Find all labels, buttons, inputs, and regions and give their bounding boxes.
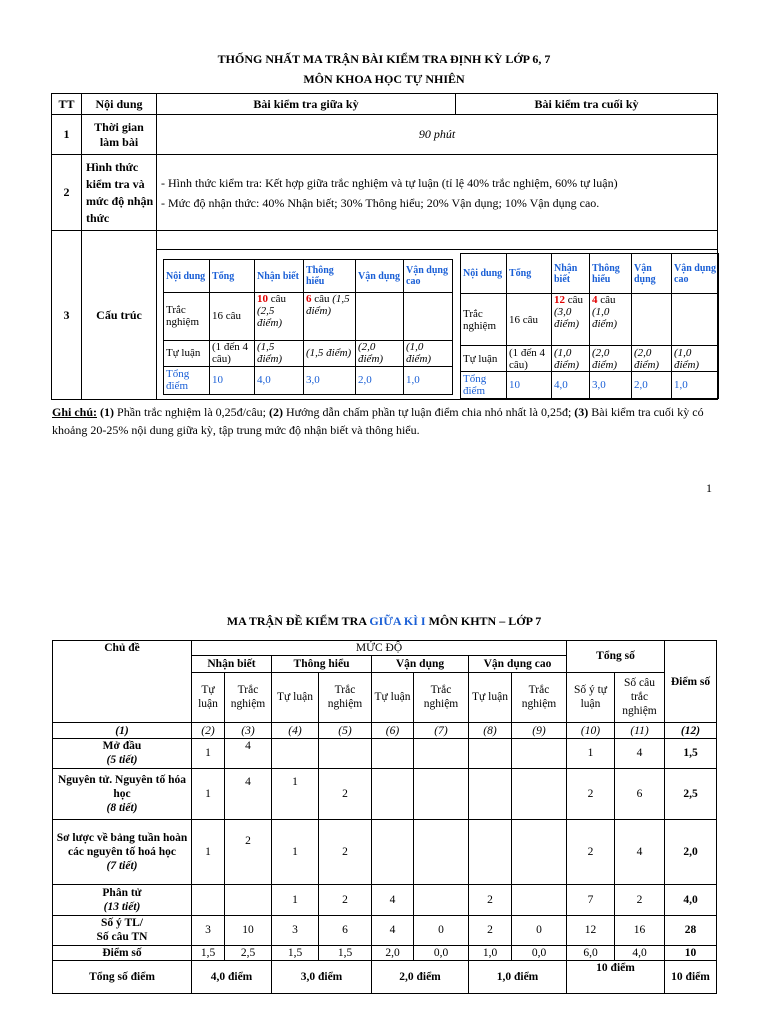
sum-apply-high: 1,0 <box>404 366 453 394</box>
count-label-line2: Số câu TN <box>96 931 148 944</box>
header-apply-high: Vận dụng cao <box>469 656 567 672</box>
note-marker: (1) <box>100 405 115 419</box>
header-topic: Chủ đề <box>53 641 192 723</box>
cell: 4 <box>225 738 272 769</box>
cell: 4 <box>225 769 272 820</box>
note <box>52 403 722 439</box>
header-recognize: Nhận biết <box>192 656 272 672</box>
subheader-total-mcq: Số câu trắc nghiệm <box>615 672 665 723</box>
tl-apply: (2,0 điểm) <box>632 346 672 372</box>
cell: 2,5 <box>225 946 272 961</box>
cell: 2,0 <box>372 946 414 961</box>
format-line: - Hình thức kiểm tra: Kết hợp giữa trắc nghiệm và tự luận (tỉ lệ 40% trắc nghiệm, 60% tự luận) <box>161 175 618 190</box>
topic-cell <box>53 769 192 820</box>
cell: 0,0 <box>414 946 469 961</box>
subheader-mcq: Trắc nghiệm <box>225 672 272 723</box>
page-title-line2: MÔN KHOA HỌC TỰ NHIÊN <box>303 72 465 86</box>
topic-name: Nguyên tử. Nguyên tố hóa học <box>58 774 186 801</box>
title-highlight: GIỮA KÌ I <box>369 614 426 628</box>
matrix-table <box>52 640 717 994</box>
count-label-line1: Số ý TL/ <box>101 917 143 930</box>
subheader-essay: Tự luận <box>469 672 512 723</box>
exam-plan-table <box>51 93 718 400</box>
cell: 10 <box>225 915 272 946</box>
cell: 1,5 <box>319 946 372 961</box>
cell <box>414 738 469 769</box>
midterm-structure-table <box>163 259 453 395</box>
sum-understand: 3,0 <box>590 372 632 399</box>
topic-periods: (5 tiết) <box>106 754 138 767</box>
sum-recognize: 4,0 <box>255 366 304 394</box>
col-number: (8) <box>469 723 512 738</box>
col-understand: Thông hiểu <box>304 260 356 293</box>
total-understand: 3,0 điểm <box>272 961 372 994</box>
cell <box>512 885 567 916</box>
sum-label: Tổng điểm <box>461 372 507 399</box>
points: (3,0 điểm) <box>554 306 580 330</box>
col-recognize: Nhận biết <box>552 254 590 294</box>
count-red: 4 <box>592 294 598 306</box>
subheader-mcq: Trắc nghiệm <box>512 672 567 723</box>
cell: 2 <box>225 820 272 885</box>
sum-apply: 2,0 <box>356 366 404 394</box>
total-score: 10 điểm <box>665 961 717 994</box>
tn-total: 16 câu <box>507 294 552 346</box>
cell <box>469 820 512 885</box>
points: (2,5 điểm) <box>257 305 283 330</box>
title-text: MA TRẬN ĐỀ KIỂM TRA <box>226 614 370 628</box>
topic-name: Phân tử <box>102 886 142 899</box>
cell: 1,5 <box>272 946 319 961</box>
col-content: Nội dung <box>164 260 210 293</box>
subheader-essay: Tự luận <box>272 672 319 723</box>
count-red: 6 <box>306 293 312 306</box>
row-number: 2 <box>52 155 82 231</box>
topic-periods: (7 tiết) <box>106 860 138 873</box>
header-score: Điểm số <box>665 641 717 723</box>
total-apply-high: 1,0 điểm <box>469 961 567 994</box>
tl-label: Tự luận <box>164 340 210 366</box>
tl-apply-high: (1,0 điểm) <box>672 346 719 372</box>
topic-name: Mở đầu <box>102 740 142 753</box>
cell: 1 <box>192 769 225 820</box>
cell: 2 <box>469 885 512 916</box>
col-apply: Vận dụng <box>632 254 672 294</box>
sum-total: 10 <box>210 366 255 394</box>
col-number: (2) <box>192 723 225 738</box>
cell: 4 <box>372 885 414 916</box>
subheader-total-essay: Số ý tự luận <box>567 672 615 723</box>
cell <box>469 738 512 769</box>
cell: 2 <box>567 769 615 820</box>
cell: 7 <box>567 885 615 916</box>
col-number: (3) <box>225 723 272 738</box>
tn-label: Trắc nghiệm <box>461 294 507 346</box>
cell: 6 <box>615 769 665 820</box>
topic-cell <box>53 885 192 916</box>
col-total: Tổng <box>507 254 552 294</box>
format-description <box>157 155 718 231</box>
tn-apply <box>632 294 672 346</box>
cell: 3 <box>192 915 225 946</box>
subheader-mcq: Trắc nghiệm <box>319 672 372 723</box>
cell: 0 <box>512 915 567 946</box>
row-label: Thời gian làm bài <box>82 115 157 155</box>
row-label: Cấu trúc <box>82 231 157 400</box>
note-text: Phần trắc nghiệm là 0,25đ/câu; <box>114 405 269 419</box>
col-apply-high: Vận dụng cao <box>404 260 453 293</box>
tl-label: Tự luận <box>461 346 507 372</box>
tn-understand <box>304 293 356 340</box>
header-content: Nội dung <box>82 94 157 115</box>
cell: 3 <box>272 915 319 946</box>
col-number: (1) <box>53 723 192 738</box>
total-apply: 2,0 điểm <box>372 961 469 994</box>
col-number: (12) <box>665 723 717 738</box>
sum-understand: 3,0 <box>304 366 356 394</box>
cell: 4 <box>615 738 665 769</box>
col-number: (10) <box>567 723 615 738</box>
topic-periods: (8 tiết) <box>106 802 138 815</box>
count-red: 10 <box>257 293 268 306</box>
col-recognize: Nhận biết <box>255 260 304 293</box>
cell: 1,0 <box>469 946 512 961</box>
col-apply-high: Vận dụng cao <box>672 254 719 294</box>
tn-understand <box>590 294 632 346</box>
col-number: (9) <box>512 723 567 738</box>
count-red: 12 <box>554 294 565 306</box>
sum-label: Tổng điểm <box>164 366 210 394</box>
cell: 0 <box>414 915 469 946</box>
row-label: Hình thức kiểm tra và mức độ nhận thức <box>82 155 157 231</box>
topic-cell <box>53 820 192 885</box>
cell <box>512 769 567 820</box>
col-number: (4) <box>272 723 319 738</box>
cell <box>372 738 414 769</box>
header-apply: Vận dụng <box>372 656 469 672</box>
col-number: (5) <box>319 723 372 738</box>
page-number: 1 <box>706 481 712 495</box>
score-cell: 2,0 <box>665 820 717 885</box>
cell <box>272 738 319 769</box>
cell: 6 <box>319 915 372 946</box>
count-unit: câu <box>597 294 616 306</box>
total-recognize: 4,0 điểm <box>192 961 272 994</box>
cell <box>372 769 414 820</box>
tl-recognize: (1,5 điểm) <box>255 340 304 366</box>
final-structure-table <box>460 253 719 399</box>
topic-periods: (13 tiết) <box>103 900 141 913</box>
tl-apply-high: (1,0 điểm) <box>404 340 453 366</box>
tn-label: Trắc nghiệm <box>164 293 210 340</box>
sum-total: 10 <box>507 372 552 399</box>
header-understand: Thông hiểu <box>272 656 372 672</box>
col-number: (11) <box>615 723 665 738</box>
cell: 2 <box>319 820 372 885</box>
tn-apply-high <box>672 294 719 346</box>
subheader-mcq: Trắc nghiệm <box>414 672 469 723</box>
tn-recognize <box>552 294 590 346</box>
cell: 2 <box>567 820 615 885</box>
row-number: 1 <box>52 115 82 155</box>
cell <box>319 738 372 769</box>
cell: 1,5 <box>192 946 225 961</box>
score-cell: 1,5 <box>665 738 717 769</box>
cell: 2 <box>319 885 372 916</box>
points: (1,5 điểm) <box>306 293 350 318</box>
level-line: - Mức độ nhận thức: 40% Nhận biết; 30% Thông hiểu; 20% Vận dụng; 10% Vận dụng cao. <box>161 195 600 210</box>
count-unit: câu <box>311 293 330 306</box>
cell <box>512 738 567 769</box>
header-final: Bài kiểm tra cuối kỳ <box>456 94 718 115</box>
col-total: Tổng <box>210 260 255 293</box>
cell: 1 <box>567 738 615 769</box>
tn-apply-high <box>404 293 453 340</box>
col-content: Nội dung <box>461 254 507 294</box>
cell: 4,0 <box>615 946 665 961</box>
score-cell: 2,5 <box>665 769 717 820</box>
sum-recognize: 4,0 <box>552 372 590 399</box>
count-label <box>53 915 192 946</box>
cell: 1 <box>192 738 225 769</box>
cell: 4 <box>615 820 665 885</box>
matrix-title <box>0 614 768 629</box>
col-apply: Vận dụng <box>356 260 404 293</box>
score-cell: 28 <box>665 915 717 946</box>
sum-apply-high: 1,0 <box>672 372 719 399</box>
tl-total: (1 đến 4 câu) <box>210 340 255 366</box>
note-text: Hướng dẫn chấm phần tự luận điểm chia nhỏ nhất là 0,25đ; <box>282 405 575 419</box>
subheader-essay: Tự luận <box>372 672 414 723</box>
note-marker: (2) <box>268 405 283 419</box>
score-cell: 4,0 <box>665 885 717 916</box>
cell: 1 <box>272 820 319 885</box>
cell: 1 <box>192 820 225 885</box>
cell: 2 <box>615 885 665 916</box>
header-level: MỨC ĐỘ <box>192 641 567 656</box>
structure-cell <box>157 231 718 400</box>
col-number: (7) <box>414 723 469 738</box>
score-row-label: Điểm số <box>53 946 192 961</box>
cell: 0,0 <box>512 946 567 961</box>
tn-total: 16 câu <box>210 293 255 340</box>
tn-recognize <box>255 293 304 340</box>
time-value: 90 phút <box>157 115 718 155</box>
sum-apply: 2,0 <box>632 372 672 399</box>
cell: 1 <box>272 885 319 916</box>
title-text: MÔN KHTN – LỚP 7 <box>425 614 542 628</box>
count-unit: câu <box>268 293 287 306</box>
header-tt: TT <box>52 94 82 115</box>
cell: 4 <box>372 915 414 946</box>
cell: 2 <box>319 769 372 820</box>
cell <box>414 820 469 885</box>
total-sum: 10 điểm <box>567 961 665 994</box>
cell: 16 <box>615 915 665 946</box>
header-midterm: Bài kiểm tra giữa kỳ <box>157 94 456 115</box>
cell <box>192 885 225 916</box>
count-unit: câu <box>567 294 584 306</box>
note-label: Ghi chú: <box>52 405 98 419</box>
cell <box>225 885 272 916</box>
topic-name: Sơ lược về bảng tuần hoàn các nguyên tố hoá học <box>56 832 188 859</box>
total-row-label: Tổng số điểm <box>53 961 192 994</box>
cell <box>469 769 512 820</box>
tn-apply <box>356 293 404 340</box>
score-cell: 10 <box>665 946 717 961</box>
tl-understand: (2,0 điểm) <box>590 346 632 372</box>
cell: 12 <box>567 915 615 946</box>
tl-total: (1 đến 4 câu) <box>507 346 552 372</box>
note-text: Bài kiểm tra cuối kỳ có khoảng 20-25% nội dung giữa kỳ, tập trung mức độ nhận biết và thông hiểu. <box>52 405 704 437</box>
cell: 1 <box>272 769 319 820</box>
tl-recognize: (1,0 điểm) <box>552 346 590 372</box>
cell <box>414 769 469 820</box>
subheader-essay: Tự luận <box>192 672 225 723</box>
points: (1,0 điểm) <box>592 306 618 330</box>
cell: 2 <box>469 915 512 946</box>
col-number: (6) <box>372 723 414 738</box>
topic-cell <box>53 738 192 769</box>
tl-apply: (2,0 điểm) <box>356 340 404 366</box>
tl-understand: (1,5 điểm) <box>304 340 356 366</box>
row-number: 3 <box>52 231 82 400</box>
page-title-line1: THỐNG NHẤT MA TRẬN BÀI KIỂM TRA ĐỊNH KỲ LỚP 6, 7 <box>217 52 551 66</box>
cell <box>512 820 567 885</box>
cell: 6,0 <box>567 946 615 961</box>
note-marker: (3) <box>574 405 589 419</box>
cell <box>414 885 469 916</box>
cell <box>372 820 414 885</box>
col-understand: Thông hiểu <box>590 254 632 294</box>
header-total: Tổng số <box>567 641 665 673</box>
